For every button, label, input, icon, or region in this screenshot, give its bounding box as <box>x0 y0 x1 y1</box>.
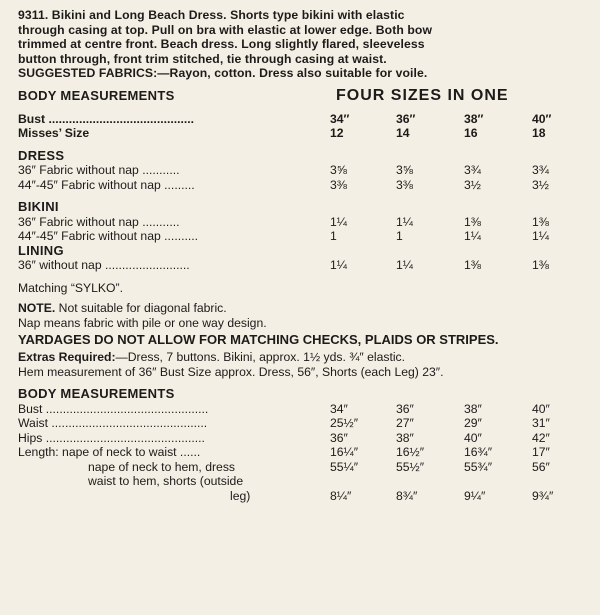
cell: 40″ <box>464 430 482 445</box>
note-text: Not suitable for diagonal fabric. <box>55 301 227 315</box>
section-label: LINING <box>18 243 64 258</box>
cell: 36″ <box>396 111 416 126</box>
cell: 38″ <box>464 111 484 126</box>
cell: 1¼ <box>396 214 413 229</box>
cell: 56″ <box>532 459 550 474</box>
table-row-bikini-44 <box>18 229 586 244</box>
pattern-description <box>18 8 586 81</box>
body-measurements-heading: BODY MEASUREMENTS <box>18 88 175 103</box>
row-label: 36″ Fabric without nap ........... <box>18 163 180 177</box>
cell: 1¼ <box>532 229 549 243</box>
extras-line <box>18 350 586 365</box>
table2-heading-row <box>18 387 586 402</box>
cell: 34″ <box>330 111 350 126</box>
row-label: Length: nape of neck to waist ...... <box>18 445 201 459</box>
row-label: Waist .............................................. <box>18 416 208 430</box>
note-label: NOTE. <box>18 301 56 315</box>
description-line: 9311. Bikini and Long Beach Dress. Shorts type bikini with elastic <box>18 8 405 22</box>
cell: 31″ <box>532 416 550 430</box>
cell: 1⅜ <box>532 214 549 229</box>
cell: 40″ <box>532 111 552 126</box>
section-heading-lining <box>18 244 586 259</box>
suggested-fabrics: SUGGESTED FABRICS:—Rayon, cotton. Dress also suitable for voile. <box>18 66 428 80</box>
cell: 9¾″ <box>532 488 554 503</box>
table-row-bikini-36 <box>18 215 586 230</box>
cell: 42″ <box>532 430 550 445</box>
row-label: 36″ Fabric without nap ........... <box>18 214 180 229</box>
cell: 40″ <box>532 401 550 416</box>
cell: 1⅜ <box>532 258 549 272</box>
row-label: 44″-45″ Fabric without nap .......... <box>18 229 199 243</box>
extras-text: —Dress, 7 buttons. Bikini, approx. 1½ yds. ¾″ elastic. <box>115 350 406 364</box>
row-label: Bust ........................................... <box>18 111 195 126</box>
cell: 3¾ <box>464 163 481 177</box>
cell: 38″ <box>396 430 414 445</box>
row-label: 36″ without nap ......................... <box>18 258 190 272</box>
cell: 1¼ <box>464 229 481 243</box>
cell: 16¾″ <box>464 445 493 459</box>
yardage-warning: YARDAGES DO NOT ALLOW FOR MATCHING CHECKS, PLAIDS OR STRIPES. <box>18 332 499 347</box>
cell: 55¼″ <box>330 459 359 474</box>
section-label: BIKINI <box>18 200 59 214</box>
cell: 29″ <box>464 416 482 430</box>
cell: 3⅜ <box>396 177 413 192</box>
cell: 25½″ <box>330 416 359 430</box>
table2-row-length-shorts-label <box>18 474 586 489</box>
cell: 8¾″ <box>396 488 418 503</box>
table2-row-length-shorts <box>18 489 586 504</box>
table-heading-row <box>18 86 586 107</box>
description-line: trimmed at centre front. Beach dress. Long slightly flared, sleeveless <box>18 37 425 51</box>
table-row-misses-size <box>18 126 586 141</box>
cell: 12 <box>330 126 344 140</box>
note-line <box>18 301 586 316</box>
cell: 36″ <box>330 430 348 445</box>
cell: 1⅜ <box>464 214 481 229</box>
cell: 3½ <box>532 177 549 192</box>
hem-measurement: Hem measurement of 36″ Bust Size approx. Dress, 56″, Shorts (each Leg) 23″. <box>18 364 444 379</box>
cell: 1 <box>330 229 337 243</box>
cell: 14 <box>396 126 410 140</box>
cell: 36″ <box>396 401 414 416</box>
cell: 1 <box>396 229 403 243</box>
cell: 55¾″ <box>464 459 493 474</box>
cell: 16 <box>464 126 478 140</box>
cell: 3⅝ <box>330 163 347 177</box>
table-row-dress-36 <box>18 163 586 178</box>
cell: 1⅜ <box>464 258 481 272</box>
cell: 34″ <box>330 401 348 416</box>
sylko-note: Matching “SYLKO”. <box>18 280 123 295</box>
extras-label: Extras Required: <box>18 350 116 364</box>
cell: 27″ <box>396 416 414 430</box>
table2-row-hips <box>18 431 586 446</box>
section-heading-bikini <box>18 200 586 215</box>
cell: 18 <box>532 126 546 140</box>
cell: 17″ <box>532 445 550 459</box>
table2-row-length-dress <box>18 460 586 475</box>
cell: 16½″ <box>396 445 425 459</box>
nap-note: Nap means fabric with pile or one way design. <box>18 315 267 330</box>
row-label: Hips ............................................... <box>18 430 205 445</box>
row-label: Bust ................................................ <box>18 401 209 416</box>
row-label: 44″-45″ Fabric without nap ......... <box>18 177 195 192</box>
table-row-lining-36 <box>18 258 586 273</box>
cell: 16¼″ <box>330 445 359 459</box>
section-heading-dress <box>18 149 586 164</box>
cell: 55½″ <box>396 459 425 474</box>
notes-section <box>18 281 586 380</box>
description-line: button through, front trim stitched, tie through casing at waist. <box>18 51 387 66</box>
row-label: Misses’ Size <box>18 126 90 140</box>
section-label: DRESS <box>18 148 65 163</box>
table-row-dress-44 <box>18 178 586 193</box>
cell: 9¼″ <box>464 488 486 503</box>
cell: 3½ <box>464 177 481 192</box>
table-row-bust <box>18 112 586 127</box>
table2-row-waist <box>18 416 586 431</box>
table2-row-length-waist <box>18 445 586 460</box>
cell: 1¼ <box>330 258 347 272</box>
row-label: waist to hem, shorts (outside <box>88 474 244 488</box>
cell: 1¼ <box>396 258 413 272</box>
four-sizes-heading: FOUR SIZES IN ONE <box>336 86 509 104</box>
body-measurements-heading: BODY MEASUREMENTS <box>18 387 175 401</box>
table2-row-bust <box>18 402 586 417</box>
cell: 38″ <box>464 401 482 416</box>
cell: 3¾ <box>532 163 549 177</box>
cell: 3⅜ <box>330 177 347 192</box>
cell: 3⅝ <box>396 163 413 177</box>
row-label: leg) <box>230 488 251 503</box>
description-line: through casing at top. Pull on bra with elastic at lower edge. Both bow <box>18 22 433 37</box>
cell: 8¼″ <box>330 488 352 503</box>
cell: 1¼ <box>330 214 347 229</box>
row-label: nape of neck to hem, dress <box>88 459 236 474</box>
